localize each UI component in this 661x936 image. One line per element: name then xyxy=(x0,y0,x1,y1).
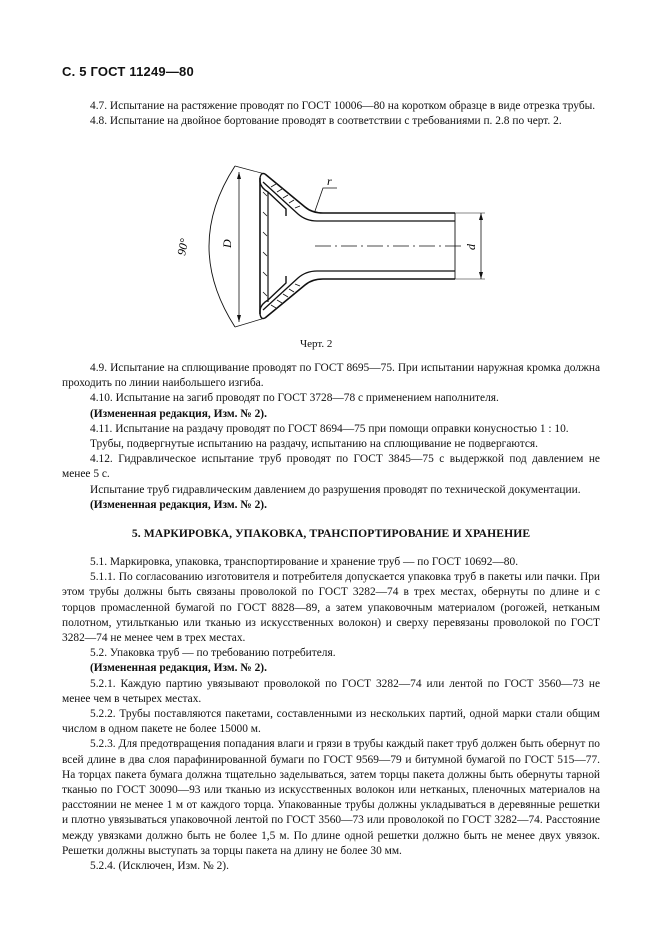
r-label: r xyxy=(327,174,332,188)
revision-note: (Измененная редакция, Изм. № 2). xyxy=(90,407,267,420)
section-5-title: 5. МАРКИРОВКА, УПАКОВКА, ТРАНСПОРТИРОВАНИЕ И ХРАНЕНИЕ xyxy=(131,527,531,540)
text-block-section-5 xyxy=(62,555,600,874)
page-header: С. 5 ГОСТ 11249—80 xyxy=(62,64,194,79)
paragraph-5-2-3: 5.2.3. Для предотвращения попадания влаги и грязи в трубы каждый пакет труб должен быть обернут по всей длине в два слоя парафинированной бумаги по ГОСТ 9569—79 и битумной бумагой по ГОСТ 515—77. На торцах пакета бумага должна тщательно заделываться, затем торцы пакета должны быть обернуты тарной тканью по ГОСТ 30090—93 или тканью из искусственных волокон или нетканых, пленочных материалов на расстоянии не менее 1 м от каждого торца. Упакованные трубы должны укладываться в деревянные решетки и плотно увязываться упаковочной лентой по ГОСТ 3560—73 или проволокой по ГОСТ 3282—74. Расстояние между увязками должно быть не более 1,5 м. По длине одной решетки должно быть не менее двух увязок. Решетки должны выступать за торцы пакета на длину не более 30 мм. xyxy=(62,738,600,857)
drawing-2 xyxy=(165,152,505,342)
paragraph-4-12-note: Испытание труб гидравлическим давлением до разрушения проводят по технической документации. xyxy=(90,483,581,496)
paragraph-5-1: 5.1. Маркировка, упаковка, транспортирование и хранение труб — по ГОСТ 10692—80. xyxy=(90,556,519,568)
paragraph-4-7: 4.7. Испытание на растяжение проводят по ГОСТ 10006—80 на коротком образце в виде отрезка трубы. xyxy=(90,100,596,112)
d-label: d xyxy=(464,244,478,250)
angle-label: 90° xyxy=(174,237,192,257)
paragraph-4-11: 4.11. Испытание на раздачу проводят по ГОСТ 8694—75 при помощи оправки конусностью 1 : 10. xyxy=(90,422,569,435)
revision-note: (Измененная редакция, Изм. № 2). xyxy=(90,662,267,675)
text-block-4-9-4-12 xyxy=(62,361,600,513)
figure-caption: Черт. 2 xyxy=(300,338,333,350)
paragraph-5-1-1: 5.1.1. По согласованию изготовителя и потребителя допускается упаковка труб в пакеты или пачки. При этом трубы должны быть связаны проволокой по ГОСТ 3282—74 в трех местах, обернуты по длине и с торцов промасленной бумагой по ГОСТ 8828—89, а затем упаковочным материалом (рогожей, нетканым полотном, утильтканью или тканью из искусственных волокон) и сверху перевязаны проволокой по ГОСТ 3282—74 не менее чем в трех местах. xyxy=(62,571,600,645)
outer-wall-top xyxy=(265,174,455,213)
paragraph-4-8: 4.8. Испытание на двойное бортование проводят в соответствии с требованиями п. 2.8 по черт. 2. xyxy=(90,115,562,128)
outer-wall-bottom xyxy=(265,279,455,318)
paragraph-4-12: 4.12. Гидравлическое испытание труб проводят по ГОСТ 3845—75 с выдержкой под давлением не менее 5 с. xyxy=(62,453,600,481)
D-label: D xyxy=(220,239,234,248)
paragraph-5-2-4: 5.2.4. (Исключен, Изм. № 2). xyxy=(90,860,229,873)
radius-leader xyxy=(315,188,337,211)
paragraph-5-2: 5.2. Упаковка труб — по требованию потребителя. xyxy=(90,647,336,660)
paragraph-4-9: 4.9. Испытание на сплющивание проводят по ГОСТ 8695—75. При испытании наружная кромка должна проходить по линии наибольшего изгиба. xyxy=(62,362,600,390)
text-block-4-7-4-8 xyxy=(62,99,600,129)
paragraph-5-2-2: 5.2.2. Трубы поставляются пакетами, составленными из нескольких партий, одной марки стали общим числом в одном пакете не более 15000 м. xyxy=(62,708,600,736)
revision-note: (Измененная редакция, Изм. № 2). xyxy=(90,498,267,511)
paragraph-5-2-1: 5.2.1. Каждую партию увязывают проволокой по ГОСТ 3282—74 или лентой по ГОСТ 3560—73 не менее чем в четырех местах. xyxy=(62,677,600,705)
paragraph-4-10: 4.10. Испытание на загиб проводят по ГОСТ 3728—78 с применением наполнителя. xyxy=(90,392,499,405)
paragraph-4-11-note: Трубы, подвергнутые испытанию на раздачу, испытанию на сплющивание не подвергаются. xyxy=(90,438,538,451)
